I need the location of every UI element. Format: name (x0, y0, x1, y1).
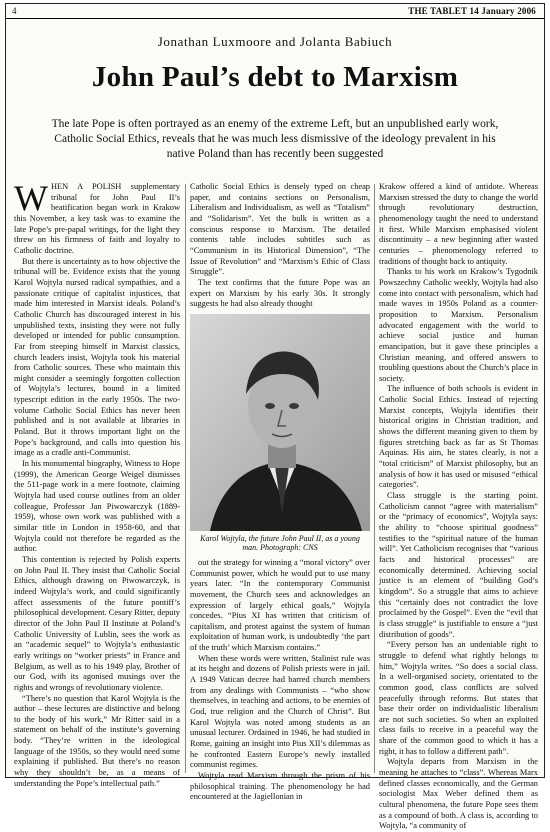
paragraph-text: “There’s no question that Karol Wojtyla is the author – these lectures are distinctive and belong to the body of his work,” Mr Ritter said in a statement on behalf of the institute’s governing body. “They’re written in the ideological language of the 1950s, so they would need some explaining if published. But there’s no reason why they shouldn’t be, as a means of understanding the Pope’s intellectual path.” (14, 693, 180, 788)
paragraph-text: The influence of both schools is evident in Catholic Social Ethics. Instead of rejecting Marxist concepts, Wojtyla identifies their historical origins in Christian tradition, and shows the different meaning given to them by figures stretching back as far as St Thomas Aquinas. His aim, he states clearly, is not a “total criticism” of Marxist philosophy, but an analysis of how it has used or misused “ethical categories”. (379, 384, 538, 490)
paragraph (379, 491, 538, 640)
paragraph-text: Thanks to his work on Krakow’s Tygodnik Powszechny Catholic weekly, Wojtyla had also come into contact with personalism, which had made waves in 1950s Poland as a counter-proposition to Marxism. Personalism advocated engagement with the world to achieve social justice and human emancipation, but it gave these principles a Christian meaning, and offered answers to troubling questions about the Church’s place in society. (379, 267, 538, 383)
column-1 (14, 178, 180, 788)
column-divider (185, 184, 186, 773)
page-header (6, 4, 544, 19)
paragraph (379, 182, 538, 267)
article-body (14, 178, 538, 831)
paragraph-text: This contention is rejected by Polish experts on John Paul II. They insist that Catholic Social Ethics, although drawing on Piwowarczyk, is indeed Wojtyla’s work, and could significantly affect assessments of the future pontiff’s philosophical development. Cesary Ritter, deputy director of the John Paul II Institute at Poland’s Catholic University of Lublin, sees the work as an “academic sequel” to Wojtyla’s enthusiastic early writings on “worker priests” in France and Belgium, as well as to his 1949 play, Brother of our God, with its agonised musings over the rights and wrongs of revolutionary violence. (14, 554, 180, 692)
paragraph (379, 757, 538, 832)
portrait-photo (190, 314, 370, 531)
photo-caption: Karol Wojtyla, the future John Paul II, as a young man. Photograph: CNS (200, 533, 360, 553)
paragraph: When these words were written, Stalinist rule was at its height and dozens of Polish priests were in jail. A 1949 Vatican decree had barred church members from any dealings with Communists – “who show themselves, in teaching and actions, to be enemies of God, true religion and the Church of Christ”. But Karol Wojtyla was noted among students as an unusual lecturer. Ordained in 1946, he had studied in Rome, gaining an insight into Pius XII’s dilemmas as he confronted Eastern Europe’s newly installed communist regimes. (190, 653, 370, 770)
paragraph: out the strategy for winning a “moral victory” over Communist power, which he would put to use many years later. “In the contemporary Communist movement, the Church sees and acknowledges an expression of largely ethical goals,” Wojtyla concedes. “Pius XI has written that criticism of capitalism, and protest against the system of human exploitation of human work, is undoubtedly ‘the part of the truth’ which Marxism contains.” (190, 557, 370, 653)
paragraph (379, 640, 538, 757)
column-2 (190, 182, 370, 802)
paragraph: The text confirms that the future Pope was an expert on Marxism by his early 30s. It strongly suggests he had also already thought (190, 277, 370, 309)
standfirst: The late Pope is often portrayed as an enemy of the extreme Left, but an unpublished early work, Catholic Social Ethics, reveals that he was much less dismissive of the ideology prevalent in his native Poland than has recently been suggested (51, 118, 499, 160)
paragraph (14, 178, 180, 257)
paragraph-text: But there is uncertainty as to how objective the tribunal will be. Evidence exists that the young Karol Wojtyla nursed radical sympathies, and a passionate critique of capitalist injustices, that made him interested in Marxist ideals. Poland’s Catholic Church has discouraged interest in his unpublished texts, insisting they were not fully developed or intended for public consumption. Far from steeping himself in Marxist classics, church leaders insist, Wojtyla took his material from Catholic sources. These who maintain this might consider a seemingly forgotten collection of Wojtyla’s lectures, bound in a limited typescript edition in the early 1950s. The two-volume Catholic Social Ethics has never been published and is not available at libraries in Poland. But it throws important light on the Pope’s background, and calls into question his image as a cradle anti-Communist. (14, 256, 180, 458)
paragraph: Wojtyla read Marxism through the prism of his philosophical training. The phenomenology he had encountered at the Jagiellonian in (190, 771, 370, 802)
paragraph-text: Krakow offered a kind of antidote. Whereas Marxism stressed the duty to change the world through revolutionary destruction, phenomenology taught the need to understand it first. While Marxism emphasised violent discontinuity – a new beginning after wasted centuries – phenomenology referred to traditions of thought back to antiquity. (379, 182, 538, 266)
paragraph-text: Class struggle is the starting point. Catholicism cannot “agree with materialism” or the “primacy of economics”, Wojtyla says: the ability to “choose spiritual goodness” testifies to the “spiritual nature of the human will”. Yet Catholicism recognises that “various facts and historical processes” are economically determined. Achieving social justice is an element of “building God’s kingdom”. So a struggle that aims to achieve this “certainly does not contradict the love proclaimed by the Gospel”. Even the “evil that is class struggle” is justifiable to ensure a “just distribution of goods”. (379, 491, 538, 639)
paragraph-text: Wojtyla departs from Marxism in the meaning he attaches to “class”. Whereas Marx defined classes economically, and the German sociologist Max Weber defined them as cultural phenomena, the future Pope sees them as a compound of both. A class is, according to Wojtyla, “a community of (379, 757, 538, 831)
paragraph (14, 459, 180, 555)
paragraph (14, 694, 180, 790)
paragraph-text: “Every person has an undeniable right to struggle to defend what rightly belongs to him,” Wojtyla writes. “So does a social class. In a well-organised society, orientated to the common good, class conflicts are solved peacefully through reforms. But states that base their order on individualistic liberalism are not such societies. So when an exploited class fails to receive in a peaceful way the share of the common good to which it has a right, it has to follow a different path”. (379, 640, 538, 756)
headline: John Paul’s debt to Marxism (91, 61, 459, 93)
article-page (5, 3, 545, 831)
paragraph-text: HEN A POLISH supplementary tribunal for John Paul II’s beatification began work in Krakow this November, a key task was to examine the late Pope’s pre-papal writings, for the light they threw on his firmness of faith and loyalty to Catholic doctrine. (14, 182, 180, 255)
paragraph-text: In his monumental biography, Witness to Hope (1999), the American George Weigel dismisses the 511-page work in a mere footnote, claiming Wojtyla had used course outlines from an older colleague, Professor Jan Piwowarczyk (1889-1959), whose own work was published with a similar title in London in 1958-60, and that Wojtyla could not therefore be regarded as the author. (14, 459, 180, 554)
paragraph: Catholic Social Ethics is densely typed on cheap paper, and contains sections on Personalism, Liberalism and Individualism, as well as “Totalism” and “Solidarism”. Yet the bulk is written as a conscious response to Marxism. The detailed contents table includes subtitles such as “Communism in its Historical Dimension”, “The Issue of Revolution” and “Marxism’s Ethic of Class Struggle”. (190, 182, 370, 277)
publication-dateline: THE TABLET 14 January 2006 (408, 6, 536, 16)
drop-cap: W (14, 178, 48, 218)
byline: Jonathan Luxmoore and Jolanta Babiuch (157, 34, 393, 49)
paragraph (14, 555, 180, 694)
page-number: 4 (12, 6, 17, 16)
column-divider (374, 184, 375, 773)
paragraph (14, 257, 180, 459)
column-3 (379, 182, 538, 831)
paragraph (379, 384, 538, 491)
paragraph (379, 267, 538, 384)
